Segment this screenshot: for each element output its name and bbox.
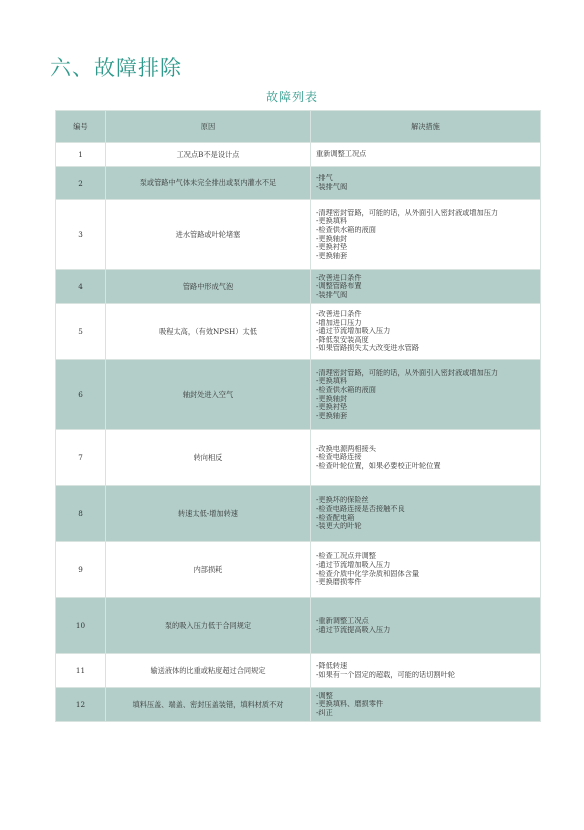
solution-item: -清理密封管路，可能的话，从外面引入密封液或增加压力 — [316, 208, 499, 217]
solution-item: -检查介质中化学杂质和固体含量 — [316, 569, 420, 578]
solution-item: -检查电路连接 — [316, 453, 362, 462]
solution-item: -检查配电箱 — [316, 513, 355, 522]
solution-item: -检查电路连接是否接触不良 — [316, 504, 405, 513]
table-row — [56, 430, 541, 486]
row-cause: 轴封处进入空气 — [106, 360, 311, 430]
row-number: 4 — [56, 270, 106, 304]
row-number: 7 — [56, 430, 106, 486]
solution-item: -重新调整工况点 — [316, 616, 369, 625]
row-cause: 转向相反 — [106, 430, 311, 486]
solution-item: -装更大的叶轮 — [316, 522, 362, 531]
row-cause: 工况点B不是设计点 — [106, 143, 311, 167]
row-number: 6 — [56, 360, 106, 430]
row-cause: 管路中形成气泡 — [106, 270, 311, 304]
table-row — [56, 143, 541, 167]
table-header-row — [56, 111, 541, 143]
solution-item: 重新调整工况点 — [316, 150, 367, 159]
solution-item: -增加进口压力 — [316, 318, 362, 327]
solution-item: -更换轴封 — [316, 234, 348, 243]
table-row — [56, 486, 541, 542]
row-solutions — [311, 542, 541, 598]
solution-item: -更换磨损零件 — [316, 578, 362, 587]
solution-item: -清理密封管路，可能的话，从外面引入密封液或增加压力 — [316, 368, 499, 377]
solution-item: -改善进口条件 — [316, 310, 362, 319]
solution-item: -更换衬垫 — [316, 403, 348, 412]
solution-item: -降低转速 — [316, 661, 348, 670]
table-title: 故障列表 — [265, 90, 318, 104]
solution-item: -装排气阀 — [316, 183, 348, 191]
solution-item: -如果有一个固定的超载，可能的话切割叶轮 — [316, 670, 455, 679]
row-number: 12 — [56, 688, 106, 722]
row-solutions — [311, 200, 541, 270]
solution-item: -改换电源两相接头 — [316, 444, 376, 453]
solution-item: -检查工况点并调整 — [316, 552, 376, 561]
solution-item: -更换填料 — [316, 377, 348, 386]
solution-item: -排气 — [316, 174, 333, 183]
row-solutions — [311, 598, 541, 654]
solution-item: -更换轴套 — [316, 411, 348, 420]
row-cause: 进水管路或叶轮堵塞 — [106, 200, 311, 270]
solution-item: -改善进口条件 — [316, 273, 362, 282]
row-number: 1 — [56, 143, 106, 167]
row-solutions — [311, 143, 541, 167]
header-no: 编号 — [56, 111, 106, 143]
row-number: 3 — [56, 200, 106, 270]
table-row — [56, 167, 541, 200]
table-row — [56, 270, 541, 304]
row-solutions — [311, 360, 541, 430]
row-number: 9 — [56, 542, 106, 598]
table-row — [56, 598, 541, 654]
row-cause: 转速太低-增加转速 — [106, 486, 311, 542]
solution-item: -纠正 — [316, 708, 333, 717]
solution-item: -检查叶轮位置，如果必要校正叶轮位置 — [316, 461, 441, 470]
solution-item: -更换轴封 — [316, 394, 348, 403]
solution-item: -降低泵安装高度 — [316, 335, 369, 344]
row-solutions — [311, 430, 541, 486]
solution-item: -通过节流提高吸入压力 — [316, 625, 391, 634]
solution-item: -如果管路损失太大改变进水管路 — [316, 344, 420, 353]
solution-item: -调整管路布置 — [316, 282, 362, 291]
header-solution: 解决措施 — [311, 111, 541, 143]
solution-item: -装排气阀 — [316, 290, 348, 299]
row-number: 11 — [56, 654, 106, 688]
row-cause: 内部损耗 — [106, 542, 311, 598]
row-solutions — [311, 486, 541, 542]
table-row — [56, 200, 541, 270]
row-cause: 填料压盖、端盖、密封压盖装错，填料材质不对 — [106, 688, 311, 722]
table-row — [56, 688, 541, 722]
solution-item: -通过节流增加吸入压力 — [316, 327, 391, 336]
table-row — [56, 654, 541, 688]
row-solutions — [311, 270, 541, 304]
row-cause: 泵的吸入压力低于合同规定 — [106, 598, 311, 654]
row-number: 5 — [56, 304, 106, 360]
table-row — [56, 542, 541, 598]
fault-table — [55, 110, 541, 722]
row-number: 8 — [56, 486, 106, 542]
row-number: 2 — [56, 167, 106, 200]
table-row — [56, 304, 541, 360]
row-cause: 输送液体的比重或粘度超过合同规定 — [106, 654, 311, 688]
solution-item: -更换坏的保险丝 — [316, 496, 369, 505]
section-title: 六、故障排除 — [50, 56, 182, 80]
solution-item: -更换衬垫 — [316, 243, 348, 252]
row-solutions — [311, 688, 541, 722]
header-cause: 原因 — [106, 111, 311, 143]
row-solutions — [311, 167, 541, 200]
row-solutions — [311, 654, 541, 688]
solution-item: -检查供水箱的液面 — [316, 225, 376, 234]
solution-item: -通过节流增加吸入压力 — [316, 560, 391, 569]
solution-item: -更换填料、磨损零件 — [316, 700, 384, 709]
solution-item: -调整 — [316, 691, 333, 700]
row-cause: 吸程太高，（有效NPSH）太低 — [106, 304, 311, 360]
row-number: 10 — [56, 598, 106, 654]
row-cause: 泵或管路中气体未完全排出或泵内灌水不足 — [106, 167, 311, 200]
row-solutions — [311, 304, 541, 360]
solution-item: -更换轴套 — [316, 251, 348, 260]
table-row — [56, 360, 541, 430]
solution-item: -检查供水箱的液面 — [316, 385, 376, 394]
solution-item: -更换填料 — [316, 217, 348, 226]
